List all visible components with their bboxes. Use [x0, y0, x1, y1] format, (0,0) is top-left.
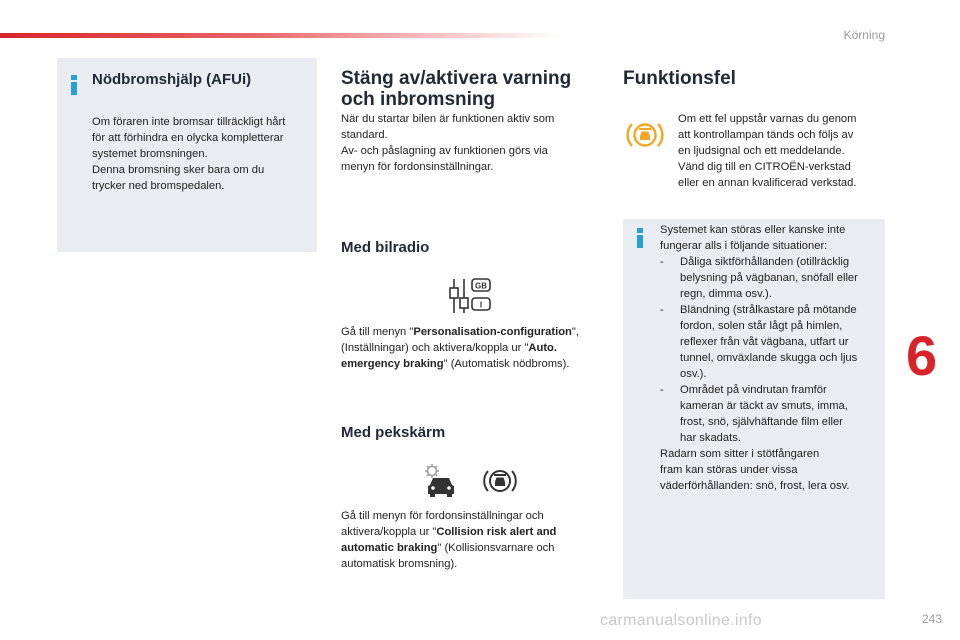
afui-text: Om föraren inte bromsar tillräckligt hårt för att förhindra en olycka kompletterar systemet bromsningen. Denna bromsning sker bara om du trycker ned bromspedalen.	[92, 116, 286, 192]
fault-title: Funktionsfel	[623, 68, 736, 89]
list-item: - Bländning (strålkastare på mötande fordon, solen står lågt på himlen, reflexer från våt vägbana, utfart ur tunnel, omväxlande skugga och ljus osv.).	[660, 304, 858, 380]
radio-subtitle: Med bilradio	[341, 239, 430, 256]
collision-brake-icon	[481, 463, 519, 499]
disturbance-text: Systemet kan störas eller kanske inte fungerar alls i följande situationer: - Dåliga siktförhållanden (otillräcklig belysning på vägbanan, snöfall eller regn, dimma osv.). - Bländning (strålkastare på mötande fordon, solen står lågt på himlen, reflexer från våt vägbana, utfart ur tunnel, omväxlande skugga och ljus osv.). - Området på vindrutan framför kameran är täckt av smuts, imma, frost, snö, självhäftande film eller har skadats. Radarn som sitter i stötfångaren fram kan störas under vissa väderförhållanden: snö, frost, lera osv.	[660, 222, 882, 494]
touch-text: Gå till menyn för fordonsinställningar och aktivera/koppla ur "Collision risk alert and automatic braking" (Kollisionsvarnare och automatisk bromsning).	[341, 510, 557, 570]
chapter-number: 6	[906, 324, 938, 387]
header-accent-line	[0, 33, 560, 38]
warning-lamp-icon	[625, 116, 665, 154]
fault-text: Om ett fel uppstår varnas du genom att kontrollampan tänds och följs av en ljudsignal och ett meddelande. Vänd dig till en CITROËN-verkstad eller en annan kvalificerad verkstad.	[678, 113, 857, 189]
list-item: - Dåliga siktförhållanden (otillräcklig belysning på vägbanan, snöfall eller regn, dimma osv.).	[660, 256, 858, 300]
info-icon	[637, 228, 643, 248]
section-label: Körning	[843, 28, 885, 42]
deactivate-title: Stäng av/aktivera varning och inbromsning	[341, 68, 572, 110]
afui-title: Nödbromshjälp (AFUi)	[92, 71, 252, 88]
car-settings-icon	[422, 463, 460, 499]
badge-gb: GB	[475, 281, 487, 291]
deactivate-intro: När du startar bilen är funktionen aktiv som standard. Av- och påslagning av funktionen görs via menyn för fordonsinställningar.	[341, 113, 555, 173]
settings-sliders-icon	[448, 276, 498, 316]
list-item: - Området på vindrutan framför kameran är täckt av smuts, imma, frost, snö, självhäftande film eller har skadats.	[660, 384, 848, 444]
radio-text: Gå till menyn "Personalisation-configuration", (Inställningar) och aktivera/koppla ur "Auto. emergency braking" (Automatisk nödbroms).	[341, 326, 579, 370]
info-icon	[71, 75, 77, 95]
touch-subtitle: Med pekskärm	[341, 424, 446, 441]
watermark: carmanualsonline.info	[600, 612, 762, 629]
badge-i: I	[479, 300, 483, 310]
page-number: 243	[921, 612, 942, 626]
